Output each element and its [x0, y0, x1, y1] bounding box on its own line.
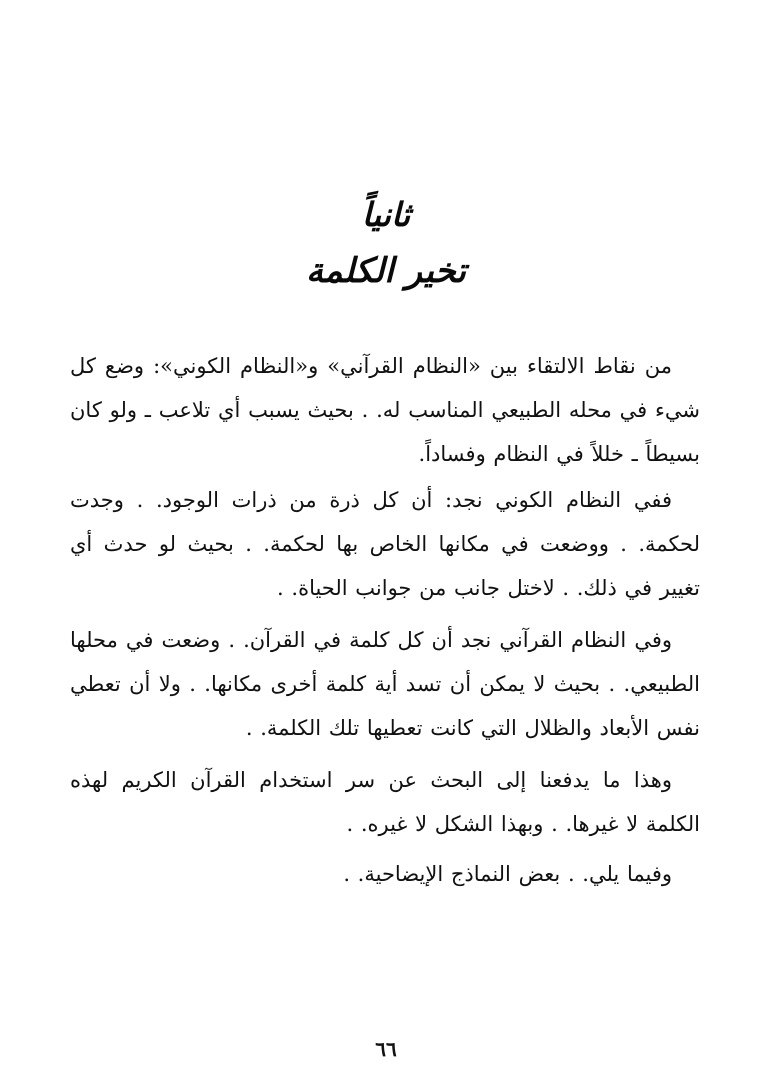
section-ordinal-heading: ثانياً	[361, 195, 411, 234]
paragraph-1: من نقاط الالتقاء بين «النظام القرآني» و«النظام الكوني»: وضع كل شيء في محله الطبيعي المناسب له. . بحيث يسبب أي تلاعب ـ ولو كان بسيطاً ـ خللاً في النظام وفساداً.	[70, 354, 700, 466]
paragraph-2: ففي النظام الكوني نجد: أن كل ذرة من ذرات الوجود. . وجدت لحكمة. . ووضعت في مكانها الخاص بها لحكمة. . بحيث لو حدث أي تغيير في ذلك. . لاختل جانب من جوانب الحياة. .	[70, 488, 700, 600]
page-number: ٦٦	[375, 1037, 397, 1061]
paragraph-3: وفي النظام القرآني نجد أن كل كلمة في القرآن. . وضعت في محلها الطبيعي. . بحيث لا يمكن أن تسد أية كلمة أخرى مكانها. . ولا أن تعطي نفس الأبعاد والظلال التي كانت تعطيها تلك الكلمة. .	[70, 628, 700, 740]
section-title-heading: تخير الكلمة	[306, 251, 466, 291]
paragraph-4: وهذا ما يدفعنا إلى البحث عن سر استخدام القرآن الكريم لهذه الكلمة لا غيرها. . وبهذا الشكل لا غيره. .	[70, 768, 700, 836]
paragraph-5: وفيما يلي. . بعض النماذج الإيضاحية. .	[343, 862, 672, 886]
